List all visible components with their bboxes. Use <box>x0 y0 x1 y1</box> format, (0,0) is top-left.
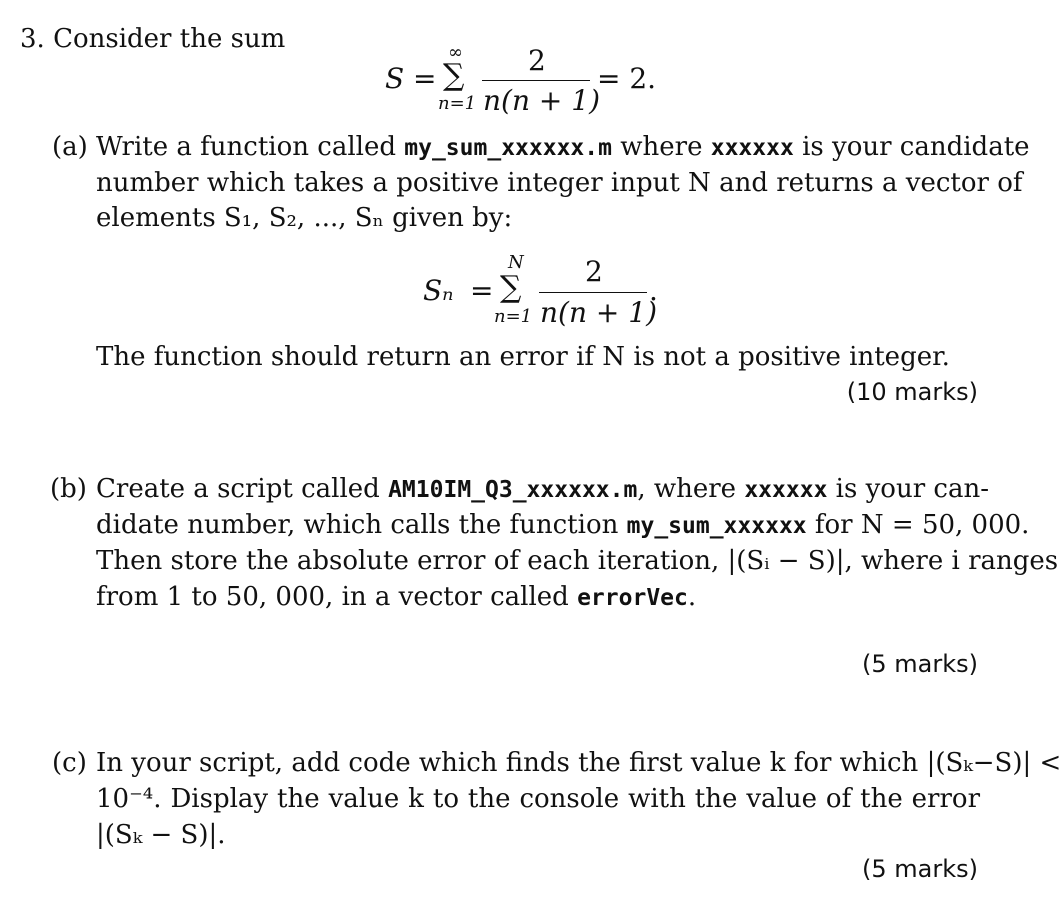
part-b-text: , where <box>637 474 745 504</box>
part-b-text: from 1 to 50, 000, in a vector called <box>96 582 578 612</box>
part-b-text: is your can- <box>827 474 989 504</box>
code-variable: errorVec <box>577 585 688 611</box>
part-b-line-1 <box>96 474 989 505</box>
code-placeholder: xxxxxx <box>710 135 794 161</box>
eq2-sum-upper: N <box>508 252 524 273</box>
part-b-line-3: Then store the absolute error of each iteration, |(Sᵢ − S)|, where i ranges <box>96 546 1059 576</box>
part-a-marks: (10 marks) <box>846 378 978 406</box>
part-c-line-2: 10⁻⁴. Display the value k to the console with the value of the error <box>96 784 980 814</box>
eq2-sum-lower: n=1 <box>494 306 533 327</box>
eq2-numerator: 2 <box>585 255 603 288</box>
part-c-line-1: In your script, add code which finds the first value k for which |(Sₖ−S)| < <box>96 748 1061 778</box>
part-a-line-3: elements S₁, S₂, ..., Sₙ given by: <box>96 203 513 233</box>
part-a-line-4: The function should return an error if N is not a positive integer. <box>96 342 950 372</box>
part-c-marks: (5 marks) <box>862 855 978 883</box>
eq2-fraction-bar <box>539 292 647 293</box>
part-b-label: (b) <box>50 474 87 504</box>
part-a-text: where <box>611 132 711 162</box>
question-number: 3. <box>20 24 45 54</box>
eq2-dot: . <box>649 274 658 307</box>
eq1-equals: = <box>413 62 437 95</box>
part-a-text: is your candidate <box>793 132 1030 162</box>
eq1-denominator: n(n + 1) <box>483 84 600 117</box>
sigma-symbol: ∑ <box>500 270 522 305</box>
eq2-denominator: n(n + 1) <box>540 296 657 329</box>
eq2-lhs: Sₙ <box>423 274 454 307</box>
part-c-line-3: |(Sₖ − S)|. <box>96 820 226 850</box>
eq1-numerator: 2 <box>528 44 546 77</box>
part-b-text: Create a script called <box>96 474 389 504</box>
part-a-text: Write a function called <box>96 132 405 162</box>
code-function-name: my_sum_xxxxxx <box>626 513 807 539</box>
eq1-rhs: = 2. <box>597 62 657 95</box>
code-placeholder: xxxxxx <box>744 477 828 503</box>
eq2-equals: = <box>470 274 494 307</box>
eq1-lhs: S <box>385 62 405 95</box>
part-b-text: . <box>687 582 697 612</box>
equation-partial-sum <box>0 0 1023 340</box>
code-filename: my_sum_xxxxxx.m <box>404 135 612 161</box>
part-b-line-2 <box>96 510 1030 541</box>
part-a-label: (a) <box>52 132 88 162</box>
part-b-text: didate number, which calls the function <box>96 510 627 540</box>
code-filename: AM10IM_Q3_xxxxxx.m <box>388 477 638 503</box>
eq1-sum-upper: ∞ <box>448 42 463 63</box>
question-intro: Consider the sum <box>53 24 286 54</box>
part-b-marks: (5 marks) <box>862 650 978 678</box>
part-b-line-4 <box>96 582 696 613</box>
sigma-symbol: ∑ <box>443 58 465 93</box>
part-a-line-2: number which takes a positive integer input N and returns a vector of <box>96 168 1023 198</box>
part-c-label: (c) <box>52 748 87 778</box>
part-b-text: for N = 50, 000. <box>806 510 1030 540</box>
eq1-sum-lower: n=1 <box>438 93 477 114</box>
